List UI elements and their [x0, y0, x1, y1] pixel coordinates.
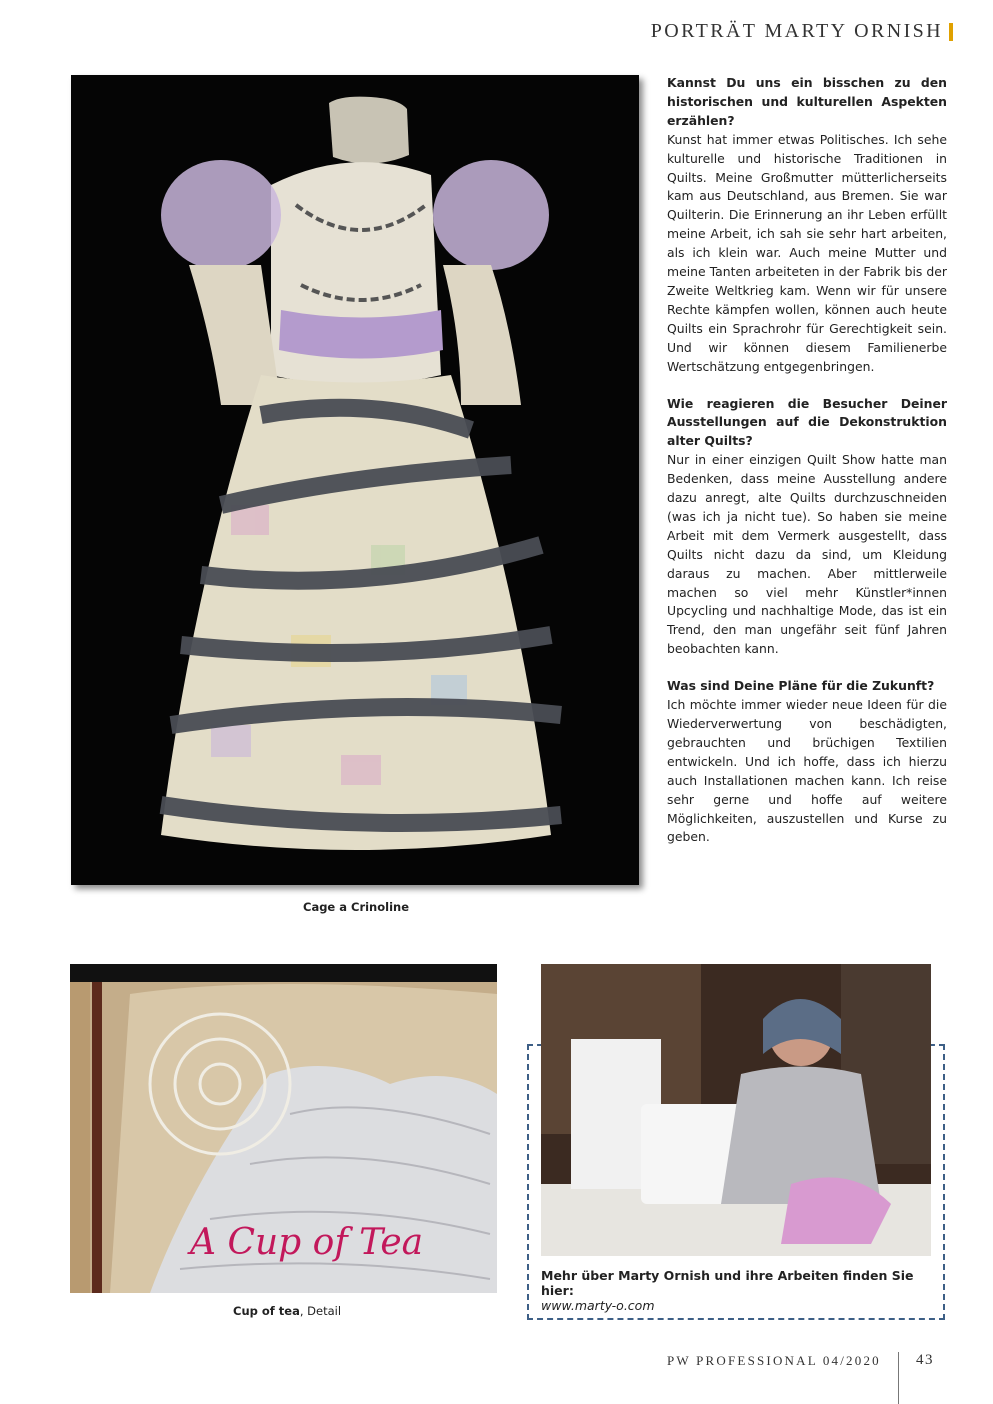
caption-title: Cage a Crinoline [303, 900, 410, 914]
caption-cup-title: Cup of tea [233, 1304, 300, 1318]
website-link[interactable]: www.marty-o.com [541, 1298, 655, 1313]
photo-artist-at-sewing-machine [541, 964, 931, 1256]
header-title: PORTRÄT MARTY ORNISH [650, 20, 943, 42]
interview-article [667, 74, 947, 865]
footer-publication: PW PROFESSIONAL 04/2020 [667, 1353, 881, 1368]
cup-of-tea-illustration [70, 964, 497, 1293]
photo-cage-a-crinoline [71, 75, 639, 885]
running-header [651, 20, 953, 43]
embroidered-text: A Cup of Tea [190, 1222, 424, 1263]
more-info [541, 1268, 941, 1313]
question-1: Kannst Du uns ein bisschen zu den historischen und kulturellen Aspekten erzählen? [667, 75, 947, 128]
caption-cup-of-tea [233, 1304, 341, 1318]
footer-divider [898, 1352, 899, 1404]
dress-illustration [71, 75, 639, 885]
artist-illustration [541, 964, 931, 1256]
question-3: Was sind Deine Pläne für die Zukunft? [667, 678, 935, 694]
answer-1: Kunst hat immer etwas Politisches. Ich sehe kulturelle und historische Traditionen in Quilts. Meine Großmutter mütterlicherseits kam aus Deutschland, aus Bremen. Sie war Quilterin. Die Erinnerung an ihr Leben erfüllt meine Arbeit, ich sah sie sehr hart arbeiten, als ich klein war. Auch meine Mutter und meine Tanten arbeiteten in der Fabrik bis der Zweite Weltkrieg kam. Wenn wir für unsere Rechte kämpfen wollen, können auch heute Quilts ein Sprachrohr für Gerechtigkeit sein. Und wir können diesem Familienerbe Wertschätzung entgegenbringen. [667, 131, 947, 374]
more-info-title: Mehr über Marty Ornish und ihre Arbeiten finden Sie hier: [541, 1268, 914, 1298]
caption-cage-a-crinoline [303, 900, 409, 914]
caption-cup-rest: , Detail [299, 1304, 342, 1318]
header-accent-bar [949, 23, 953, 41]
answer-3: Ich möchte immer wieder neue Ideen für die Wiederverwertung von beschädigten, gebrauchten und brüchigen Textilien entwickeln. Und ich hoffe, dass ich hierzu auch Installationen machen kann. Ich reise sehr gerne und hoffe auf weitere Möglichkeiten, auszustellen und Kurse zu geben. [667, 697, 947, 845]
answer-2: Nur in einer einzigen Quilt Show hatte man Bedenken, dass meine Ausstellung andere dazu anregt, alte Quilts durchzuschneiden (was ich ja nicht tue). So haben sie meine Arbeit mit dem Vermerk ausgestellt, dass Quilts nicht dazu da sind, um Kleidung daraus zu machen. Aber mittlerweile machen so viel mehr Künstler*innen Upcycling und nachhaltige Mode, das ist ein Trend, den man ungefähr seit fünf Jahren beobachten kann. [667, 452, 947, 657]
photo-cup-of-tea [70, 964, 497, 1293]
question-2: Wie reagieren die Besucher Deiner Ausstellungen auf die Dekonstruktion alter Quilts? [667, 395, 947, 449]
page-number: 43 [916, 1352, 934, 1368]
